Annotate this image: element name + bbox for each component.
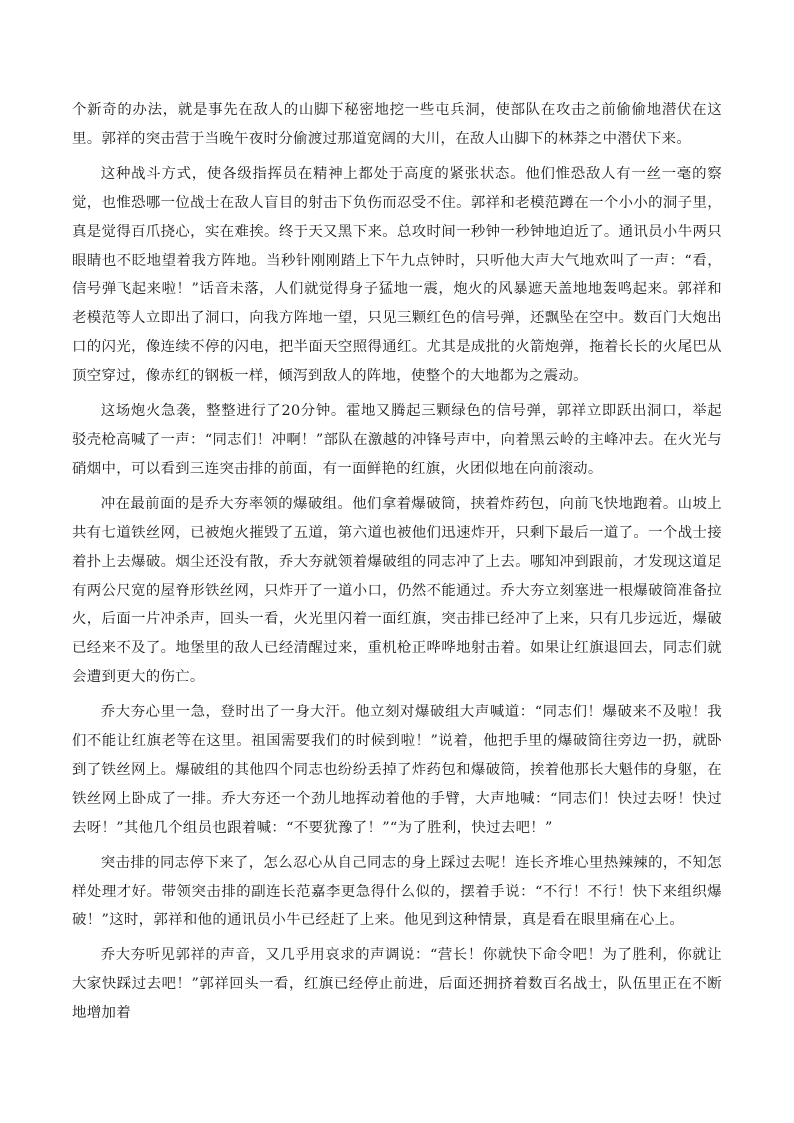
paragraph-5: 乔大夯心里一急，登时出了一身大汗。他立刻对爆破组大声喊道：“同志们！爆破来不及啦！我们不能让红旗老等在这里。祖国需要我们的时候到啦！”说着，他把手里的爆破筒往旁边一扔，就卧到了铁丝网上。爆破组的其他四个同志也纷纷丢掉了炸药包和爆破筒，挨着他那长大魁伟的身躯，在铁丝网上卧成了一排。乔大夯还一个劲儿地挥动着他的手臂，大声地喊：“同志们！快过去呀！快过去呀！”其他几个组员也跟着喊：“不要犹豫了！”“为了胜利，快过去吧！” [72,704,722,836]
paragraph-3: 这场炮火急袭，整整进行了20分钟。霍地又腾起三颗绿色的信号弹，郭祥立即跃出洞口，举起驳壳枪高喊了一声：“同志们！冲啊！”部队在激越的冲锋号声中，向着黑云岭的主峰冲去。在火光与硝烟中，可以看到三连突击排的前面，有一面鲜艳的红旗，火团似地在向前滚动。 [72,403,722,477]
paragraph-2: 这种战斗方式，使各级指挥员在精神上都处于高度的紧张状态。他们惟恐敌人有一丝一毫的察觉，也惟恐哪一位战士在敌人盲目的射击下负伤而忍受不住。郭祥和老模范蹲在一个小小的洞子里，真是觉得百爪挠心，实在难挨。终于天又黑下来。总攻时间一秒钟一秒钟地迫近了。通讯员小牛两只眼睛也不眨地望着我方阵地。当秒针刚刚踏上下午九点钟时，只听他大声大气地欢叫了一声：“看，信号弹飞起来啦！”话音未落，人们就觉得身子猛地一震，炮火的风暴遮天盖地地轰鸣起来。郭祥和老模范等人立即出了洞口，向我方阵地一望，只见三颗红色的信号弹，还飘坠在空中。数百门大炮出口的闪光，像连续不停的闪电，把半面天空照得通红。尤其是成批的火箭炮弹，拖着长长的火尾巴从顶空穿过，像赤红的钢板一样，倾泻到敌人的阵地，使整个的大地都为之震动。 [72,165,722,385]
document-page [72,96,722,1034]
paragraph-6: 突击排的同志停下来了，怎么忍心从自己同志的身上踩过去呢！连长齐堆心里热辣辣的，不知怎样处理才好。带领突击排的副连长范嘉李更急得什么似的，摆着手说：“不行！不行！快下来组织爆破！”这时，郭祥和他的通讯员小牛已经赶了上来。他见到这种情景，真是看在眼里痛在心上。 [72,854,722,929]
paragraph-1: 个新奇的办法，就是事先在敌人的山脚下秘密地挖一些屯兵洞，使部队在攻击之前偷偷地潜伏在这里。郭祥的突击营于当晚午夜时分偷渡过那道宽阔的大川，在敌人山脚下的林莽之中潜伏下来。 [72,102,722,147]
paragraph-4: 冲在最前面的是乔大夯率领的爆破组。他们拿着爆破筒，挟着炸药包，向前飞快地跑着。山坡上共有七道铁丝网，已被炮火摧毁了五道，第六道也被他们迅速炸开，只剩下最后一道了。一个战士接着扑上去爆破。烟尘还没有散，乔大夯就领着爆破组的同志冲了上去。哪知冲到跟前，才发现这道足有两公尺宽的屋脊形铁丝网，只炸开了一道小口，仍然不能通过。乔大夯立刻塞进一根爆破筒准备拉火，后面一片冲杀声，回头一看，火光里闪着一面红旗，突击排已经冲了上来，只有几步远近，爆破已经来不及了。地堡里的敌人已经清醒过来，重机枪正哗哗地射击着。如果让红旗退回去，同志们就会遭到更大的伤亡。 [72,495,722,686]
paragraph-7: 乔大夯听见郭祥的声音，又几乎用哀求的声调说：“营长！你就快下命令吧！为了胜利，你就让大家快踩过去吧！”郭祥回头一看，红旗已经停止前进，后面还拥挤着数百名战士，队伍里正在不断地增加着 [72,947,722,1022]
